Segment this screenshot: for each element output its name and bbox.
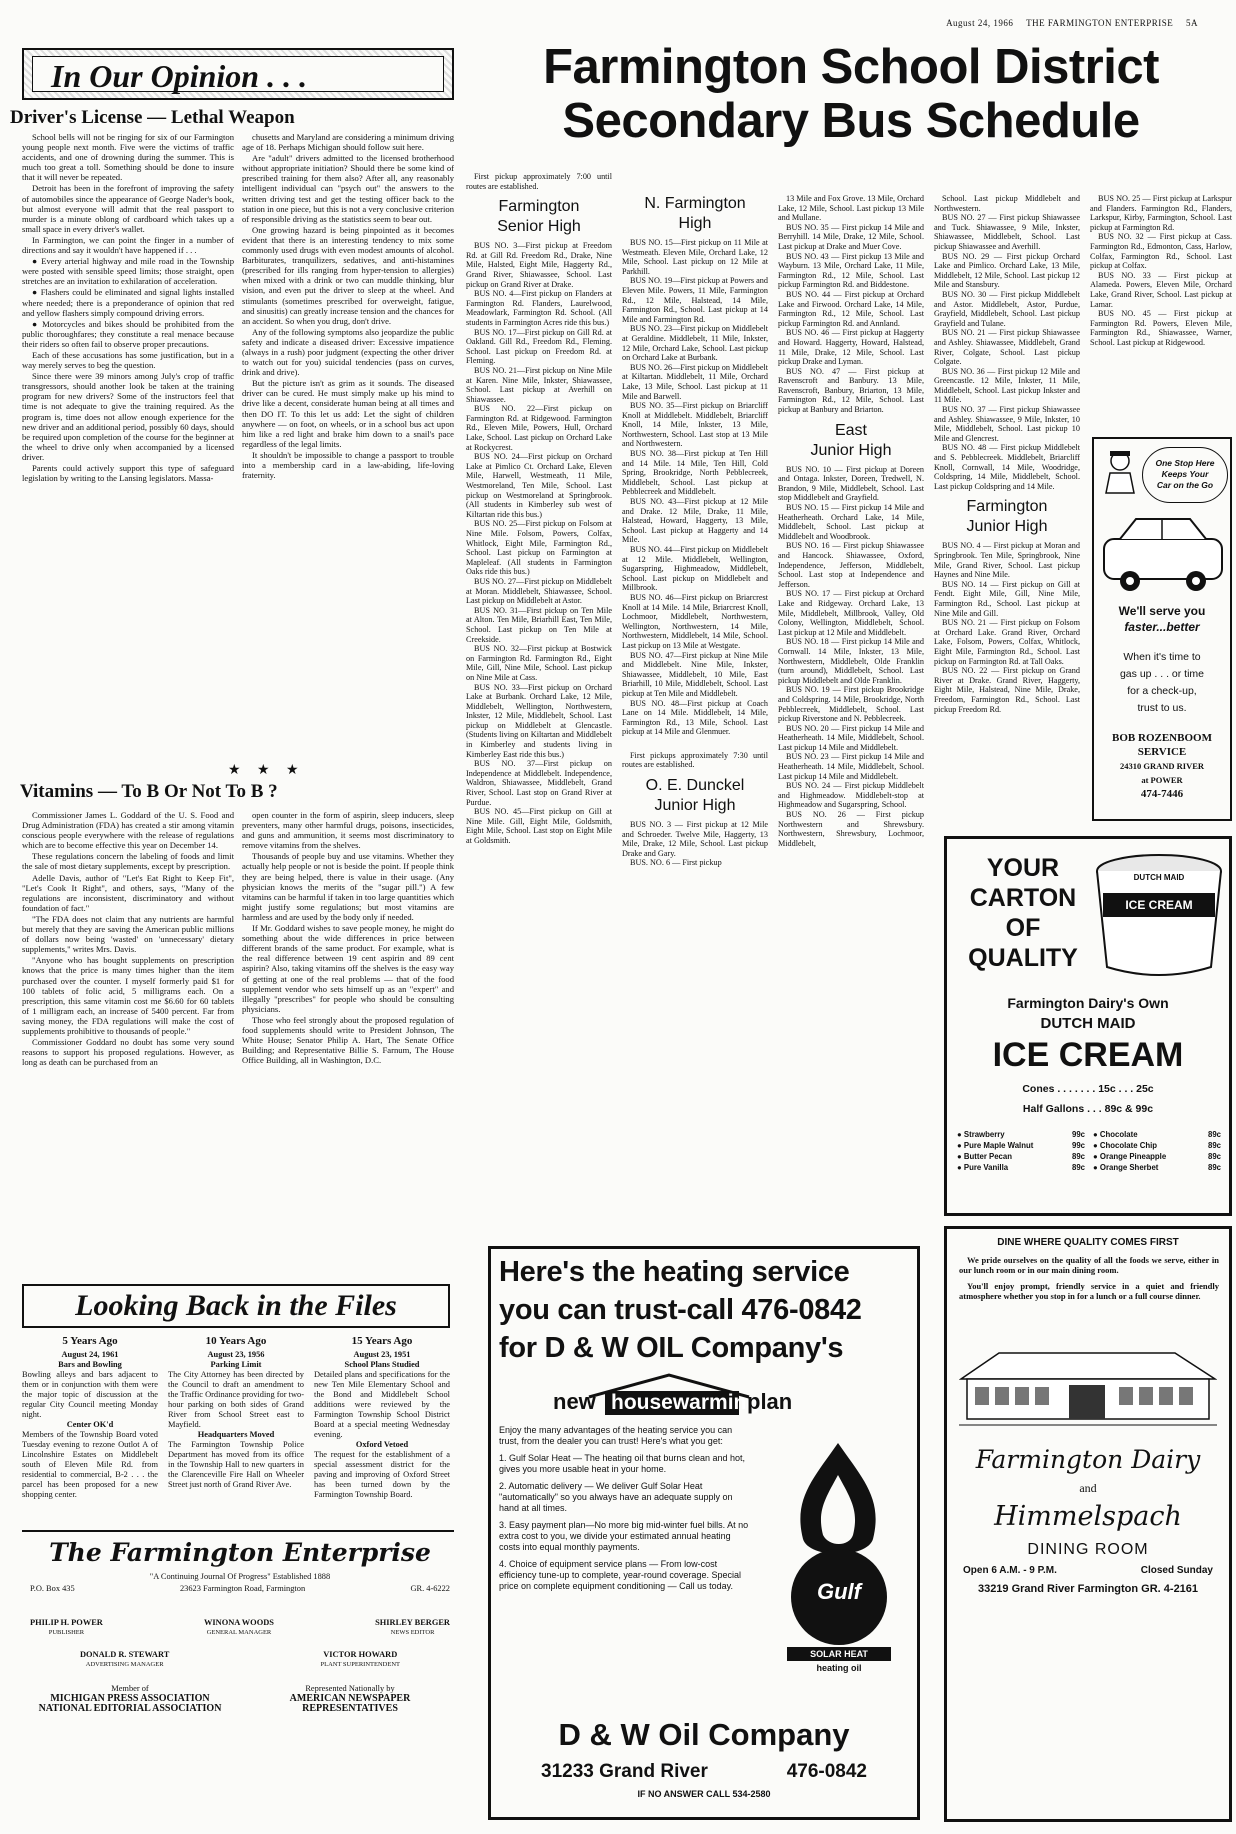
heating-oil-label: heating oil bbox=[816, 1663, 862, 1673]
rozenboom-service-ad bbox=[1092, 437, 1232, 821]
flavor-name: Orange Pineapple bbox=[1099, 1152, 1167, 1161]
heat-headline-1: Here's the heating service bbox=[499, 1256, 850, 1288]
bus-route: BUS NO. 21—First pickup on Nine Mile at Karen. Nine Mile, Inkster, Shiawassee, School. Last pickup at Averhill on Shiawassee. bbox=[466, 365, 612, 404]
staff-entry bbox=[30, 1618, 103, 1638]
when-line: trust to us. bbox=[1137, 702, 1187, 714]
bus-route: BUS NO. 33—First pickup on Orchard Lake at Burbank. Orchard Lake, 12 Mile, Middlebelt, Wellington, Northwestern, Inkster, 12 Mile, Middlebelt, School. Last pickup on Middlebelt at Glencastle. (Students living on Kiltartan and Middlebelt in Kimberley and students living in Kimberley East ride this bus.) bbox=[466, 682, 612, 759]
bus-route: BUS NO. 45 — First pickup at Farmington Rd. Powers, Eleven Mile, Farmington Rd., Shiawassee, Warner, School. Last pickup at Ridgewood. bbox=[1090, 309, 1232, 347]
bus-route: BUS NO. 44 — First pickup at Orchard Lake and Firwood. Orchard Lake, 14 Mile, Farmington Rd., 12 Mile, School. Last pickup Farmington Rd. and Annland. bbox=[778, 289, 924, 328]
benefit-item: 2. Automatic delivery — We deliver Gulf Solar Heat "automatically" so you always have an adequate supply on hand at all times. bbox=[499, 1481, 733, 1513]
looking-back-column bbox=[314, 1336, 450, 1526]
paragraph: ● Motorcycles and bikes should be prohibited from the public thoroughfares; they constitute a real menace because their riders so often fail to observe proper precautions. bbox=[22, 318, 234, 349]
heat-headline-2: you can trust-call 476-0842 bbox=[499, 1294, 862, 1326]
paragraph: If Mr. Goddard wishes to save people money, he might do something about the wide differences in price between different brands of the same product. For example, what is the real difference between 19 cent aspirin and 89 cent aspirin? Also, taking vitamins off the shelves is the easy way of getting at one of the real problems — that of the food supplement vendor who sets himself up as an "expert" and illegally "prescribes" for people who should be consulting physicians. bbox=[242, 923, 454, 1014]
bus-route: BUS NO. 30 — First pickup Middlebelt and Astor. Middlebelt, Astor, Purdue, Grayfield, Middlebelt, School. Last pickup Grayfield and Tulane. bbox=[934, 289, 1080, 328]
folio-date: August 24, 1966 bbox=[946, 18, 1014, 28]
staff-role: NEWS EDITOR bbox=[390, 1629, 435, 1636]
car-illustration-icon bbox=[1100, 509, 1226, 595]
bus-intro: First pickups approximately 7:30 until routes are established. bbox=[622, 750, 768, 770]
rozenboom-contact bbox=[1094, 731, 1230, 801]
bus-route: BUS NO. 37—First pickup on Independence at Middlebelt. Independence, Waldron, Shiawassee, Middlebelt, Grand River, School. Last stop on Grand River at Purdue. bbox=[466, 759, 612, 807]
bus-route: BUS NO. 36 — First pickup 12 Mile and Greencastle. 12 Mile, Inkster, 11 Mile, Middlebelt, School. Last pickup Inkster and 11 Mile. bbox=[934, 366, 1080, 405]
bus-route: BUS NO. 47—First pickup at Nine Mile and Middlebelt. Nine Mile, Inkster, Shiawassee, Middlebelt, 10 Mile, East Briarhill, 10 Mile, Middlebelt, School. Last pickup at Ten Mile and Middlebelt. bbox=[622, 650, 768, 698]
bus-route: BUS NO. 17 — First pickup at Orchard Lake and Ridgeway. Orchard Lake, 13 Mile, Middlebelt, Millbrook, Valley, Old Colony, Wellington, Middlebelt, School. Last pickup at 12 Mile and Middlebelt. bbox=[778, 589, 924, 637]
opinion-title: In Our Opinion . . . bbox=[32, 56, 444, 92]
bus-route: BUS NO. 45—First pickup on Gill at Nine Mile. Gill, Eight Mile, Goldsmith, Eight Mile, School. Last stop on Eight Mile at Goldsmith. bbox=[466, 807, 612, 845]
looking-back-banner bbox=[22, 1284, 450, 1328]
file-text: The Farmington Township Police Department has moved from its office in the Township Hall to new quarters in the Clarenceville Fire Hall on Wheeler Street just north of Grand River Ave. bbox=[168, 1440, 304, 1489]
bus-title-line-2: Secondary Bus Schedule bbox=[562, 94, 1140, 148]
file-text: The City Attorney has been directed by the Council to draft an amendment to the Traffic Ordinance providing for two-hour parking on both sides of Grand River from School Street east to Mayfield. bbox=[168, 1370, 304, 1429]
folio-paper: THE FARMINGTON ENTERPRISE bbox=[1026, 18, 1174, 28]
flavor-price: 99c bbox=[1071, 1130, 1085, 1139]
heat-intro: Enjoy the many advantages of the heating service you can trust, from the dealer you can trust! Here's what you get: bbox=[499, 1425, 733, 1446]
paragraph: Commissioner Goddard no doubt has some very sound reasons to support his proposed regulations. However, as long as death can be purchased from an bbox=[22, 1037, 234, 1068]
bus-route: BUS NO. 32—First pickup at Bostwick on Farmington Rd. Farmington Rd., Eight Mile, Gill, Nine Mile, School. Last pickup on Nine Mile at Cass. bbox=[466, 644, 612, 682]
school-name: Farmington bbox=[966, 498, 1048, 516]
plan-word: housewarming bbox=[611, 1391, 760, 1414]
bus-schedule-title bbox=[466, 40, 1236, 148]
school-heading bbox=[622, 776, 768, 816]
bus-title-line-1: Farmington School District bbox=[543, 40, 1159, 94]
flavor-row: ● Strawberry 99c bbox=[957, 1130, 1085, 1139]
flavor-price: 89c bbox=[1207, 1163, 1221, 1172]
looking-back-title: Looking Back in the Files bbox=[75, 1289, 397, 1322]
flavor-row: ● Orange Pineapple 89c bbox=[1093, 1152, 1221, 1161]
flavor-price: 89c bbox=[1207, 1152, 1221, 1161]
flavor-name: Chocolate Chip bbox=[1099, 1141, 1158, 1150]
years-ago-heading: 10 Years Ago bbox=[205, 1336, 267, 1347]
staff-name: SHIRLEY BERGER bbox=[375, 1618, 450, 1627]
closed-day: Closed Sunday bbox=[1140, 1565, 1213, 1576]
paragraph: "The FDA does not claim that any nutrients are harmful but merely that they are saving the American public millions of dollars now being 'wasted' on 'unnecessary' dietary supplements," writes Mrs. Davis. bbox=[22, 913, 234, 955]
staff-role: GENERAL MANAGER bbox=[206, 1629, 272, 1636]
bus-column-2 bbox=[622, 194, 768, 1236]
flavor-name: Butter Pecan bbox=[963, 1152, 1012, 1161]
when-line: gas up . . . or time bbox=[1119, 668, 1205, 680]
benefit-item: 4. Choice of equipment service plans — From low-cost efficiency tune-up to complete, year-round coverage. Special price on complete equipment conditioning — Call us today. bbox=[499, 1559, 741, 1591]
paragraph: chusetts and Maryland are considering a minimum driving age of 18. Perhaps Michigan should follow suit here. bbox=[242, 132, 454, 153]
file-subhead: School Plans Studied bbox=[344, 1360, 420, 1369]
dairy-own: Farmington Dairy's Own bbox=[1007, 995, 1169, 1011]
solar-heat-label: SOLAR HEAT bbox=[787, 1647, 891, 1661]
looking-back-column bbox=[168, 1336, 304, 1526]
when-text bbox=[1094, 649, 1230, 717]
staff-row-1 bbox=[30, 1618, 450, 1638]
school-name: East bbox=[834, 421, 867, 439]
bus-route: BUS NO. 46 — First pickup at Haggerty and Howard. Haggerty, Howard, Halstead, 11 Mile, Drake, 12 Mile, School. Last pickup Drake and Lyman. bbox=[778, 328, 924, 367]
school-name: Senior High bbox=[497, 218, 581, 236]
bus-route: BUS NO. 14 — First pickup on Gill at Fendt. Eight Mile, Gill, Nine Mile, Farmington Rd., School. Last pickup at Nine Mile and Gill. bbox=[934, 579, 1080, 618]
bus-route: BUS NO. 24—First pickup on Orchard Lake at Pimlico Ct. Orchard Lake, Eleven Mile, Harwell, Westmeath, 11 Mile, Westmoreland, Ten Mile, School. Last pickup on Westmoreland at Springbrook. (All students in Kimberley sub west of Kiltartan ride this bus.) bbox=[466, 452, 612, 519]
bus-route: BUS NO. 43 — First pickup 13 Mile and Wayburn. 13 Mile, Orchard Lake, 11 Mile, Farmington Rd., 12 Mile, School. Last pickup Farmington Rd. and Biddestone. bbox=[778, 251, 924, 290]
flavor-name: Chocolate bbox=[1099, 1130, 1138, 1139]
paragraph: It shouldn't be impossible to change a passport to trouble into a membership card in a law-abiding, life-loving fraternity. bbox=[242, 449, 454, 481]
bus-route: BUS NO. 24 — First pickup Middlebelt and Highmeadow. Middlebelt-stop at Highmeadow and Sugarspring, School. bbox=[778, 781, 924, 810]
file-subhead: Center OK'd bbox=[66, 1420, 114, 1429]
no-answer-line: IF NO ANSWER CALL 534-2580 bbox=[637, 1789, 771, 1799]
bus-route: BUS NO. 29 — First pickup Orchard Lake and Pimlico. Orchard Lake, 13 Mile, Middlebelt, 12 Mile, School. Last pickup 12 Mile and Stansbury. bbox=[934, 251, 1080, 290]
ice-cream-ad bbox=[944, 836, 1232, 1216]
business-address: 24310 GRAND RIVER bbox=[1119, 761, 1205, 771]
flavor-name: Pure Vanilla bbox=[963, 1163, 1009, 1172]
benefit-item: 1. Gulf Solar Heat — The heating oil that burns clean and hot, gives you more usable heat in your home. bbox=[499, 1453, 745, 1474]
business-address: at POWER bbox=[1141, 775, 1183, 785]
bus-route: BUS NO. 4 — First pickup at Moran and Springbrook. Ten Mile, Springbrook, Nine Mile, Grand River, School. Last pickup Haynes and Nine Mile. bbox=[934, 541, 1080, 580]
staff-entry bbox=[80, 1650, 169, 1670]
section-stars: ★ ★ ★ bbox=[228, 762, 305, 778]
bus-route: School. Last pickup Middlebelt and Northwestern. bbox=[934, 194, 1080, 213]
carton-line: CARTON bbox=[969, 884, 1077, 912]
paragraph: "Anyone who has bought supplements on prescription knows that the price is many times higher than the item purchased over the counter. I myself formerly paid $1 for 100 tablets of folic acid, 5 milligrams each. On a prescription, this same vitamin cost me $6.60 for 60 tablets of 1 milligram each, an increase of 5400 percent. Far from saving money, the FDA regulations will make the cost of supplements prohibitive to thousands of people." bbox=[22, 955, 234, 1036]
vitamins-column-1 bbox=[22, 810, 234, 1274]
member-association: MICHIGAN PRESS ASSOCIATION bbox=[50, 1693, 210, 1704]
staff-role: PUBLISHER bbox=[48, 1629, 85, 1636]
dine-text bbox=[959, 1255, 1219, 1301]
plan-word: new bbox=[553, 1389, 596, 1414]
file-date: August 23, 1956 bbox=[207, 1350, 265, 1359]
bus-route: BUS NO. 16 — First pickup Shiawassee and Hancock. Shiawassee, Oxford, Independence, Jefferson, Middlebelt, School. Last stop at Independence and Jefferson. bbox=[778, 541, 924, 589]
bus-route: BUS NO. 17—First pickup on Gill Rd. at Oakland. Gill Rd., Freedom Rd., Fleming. School. Last pickup on Freedom Rd. at Fleming. bbox=[466, 327, 612, 366]
bus-route: 13 Mile and Fox Grove. 13 Mile, Orchard Lake, 12 Mile, School. Last pickup 13 Mile and Mullane. bbox=[778, 194, 924, 223]
paragraph: School bells will not be ringing for six of our Farmington young people next month. Five were the victims of traffic accidents, and one of drowning during the summer. This is much too great a toll. Something should be done to insure that it will never be repeated. bbox=[22, 132, 234, 183]
flavor-list-left bbox=[957, 1129, 1085, 1173]
flavor-price: 89c bbox=[1207, 1130, 1221, 1139]
member-association: NATIONAL EDITORIAL ASSOCIATION bbox=[38, 1703, 222, 1714]
bus-route: BUS NO. 38—First pickup at Ten Hill and 14 Mile. 14 Mile, Ten Hill, Cold Spring, Brookridge, North Pebblecreek, Middlebelt, School. Last pickup at Pebblecreek and Middlebelt. bbox=[622, 449, 768, 497]
business-phone: 474-7446 bbox=[1140, 788, 1184, 800]
file-subhead: Headquarters Moved bbox=[197, 1430, 275, 1439]
school-name: Junior High bbox=[810, 441, 892, 459]
file-subhead: Oxford Vetoed bbox=[355, 1440, 409, 1449]
rep-name: AMERICAN NEWSPAPER bbox=[289, 1693, 411, 1704]
carton-line: OF bbox=[1005, 914, 1041, 942]
dw-company-name: D & W Oil Company bbox=[558, 1717, 850, 1752]
dw-phone: 476-0842 bbox=[786, 1761, 867, 1782]
staff-row-2 bbox=[80, 1650, 400, 1670]
bus-route: BUS NO. 26—First pickup on Middlebelt at Kiltartan. Middlebelt, 11 Mile, Orchard Lake, 13 Mile, School. Last pickup at 11 Mile and Barwell. bbox=[622, 362, 768, 401]
file-text: Members of the Township Board voted Tuesday evening to rezone Outlot A of Lincolnshire Estates on Middlebelt south of Eleven Mile Rd. from residential to commercial, B-2 . . . the parcel has been proposed for a new shopping center. bbox=[22, 1430, 158, 1499]
bus-route: BUS NO. 21 — First pickup on Folsom at Orchard Lake. Grand River, Orchard Lake, Folsom, Powers, Colfax, Whitlock, Eight Mile, Farmington Rd., School. Last pickup on Farmington Rd. at Tall Oaks. bbox=[934, 618, 1080, 666]
paragraph: ● Every arterial highway and mile road in the Township were posted with sensible speed limits; those straight, open stretches are an invitation to exhilaration of acceleration. bbox=[22, 256, 234, 287]
staff-entry bbox=[320, 1650, 400, 1670]
staff-entry bbox=[204, 1618, 274, 1638]
paragraph: We pride ourselves on the quality of all the foods we serve, either in our lunch room or in our main dining room. bbox=[959, 1255, 1219, 1275]
masthead-name: The Farmington Enterprise bbox=[49, 1538, 431, 1567]
paragraph: These regulations concern the labeling of foods and limit the sale of most dietary supplements, except by prescription. bbox=[22, 851, 234, 872]
gulf-word: Gulf bbox=[817, 1579, 861, 1604]
business-name: BOB ROZENBOOM bbox=[1112, 732, 1212, 744]
heat-benefits bbox=[499, 1453, 749, 1592]
drivers-column-1 bbox=[22, 132, 234, 754]
bus-route: BUS NO. 15 — First pickup 14 Mile and Heatherheath. Orchard Lake, 14 Mile, Middlebelt, School. Last pickup at Middlebelt and Woodbrook. bbox=[778, 503, 924, 541]
drivers-column-2 bbox=[242, 132, 454, 754]
staff-name: VICTOR HOWARD bbox=[323, 1650, 398, 1659]
masthead-address: 23623 Farmington Road, Farmington bbox=[179, 1584, 306, 1593]
bus-route: BUS NO. 4—First pickup on Flanders at Farmington Rd. Flanders, Laurelwood, Meadowlark, Farmington Rd. School. (All students in Farmington Acres ride this bus.) bbox=[466, 289, 612, 327]
vitamins-headline: Vitamins — To B Or Not To B ? bbox=[20, 781, 278, 802]
flavor-row: ● Pure Maple Walnut 99c bbox=[957, 1141, 1085, 1150]
paragraph: Detroit has been in the forefront of improving the safety of automobiles since the appearance of George Nader's book, but almost everyone will admit that the real passport to murder is a minute oblong of cardboard which takes up a small space in every driver's wallet. bbox=[22, 183, 234, 234]
bus-route: BUS NO. 32 — First pickup at Cass. Farmington Rd., Edmonton, Cass, Harlow, Colfax, Farmington Rd., School. Last pickup at Colfax. bbox=[1090, 232, 1232, 271]
serve-line: faster...better bbox=[1124, 620, 1200, 634]
masthead-address-line bbox=[30, 1584, 450, 1594]
paragraph: Thousands of people buy and use vitamins. Whether they actually help people or not is beside the point. If people think they are being helped, there is value in their usage. (Any physician knows the merits of the "sugar pill.") A few vitamins can be harmful if taken in too large quantities which might justify some regulations; but most vitamins are harmless and are used by the body only if needed. bbox=[242, 851, 454, 922]
gallons-price: Half Gallons . . . 89c & 99c bbox=[1022, 1103, 1154, 1115]
carton-line: QUALITY bbox=[968, 944, 1078, 972]
bus-route: BUS NO. 46—First pickup on Briarcrest Knoll at 14 Mile. 14 Mile, Briarcrest Knoll, Lochmoor, Middlebelt, Northwestern, Wellington, Northwestern, 14 Mile, Northwestern, Middlebelt, 14 Mile, School. Last pickup on 13 Mile at Westgate. bbox=[622, 592, 768, 650]
ice-cream-carton-icon bbox=[1091, 849, 1227, 981]
dutch-maid: DUTCH MAID bbox=[1040, 1015, 1136, 1032]
staff-name: WINONA WOODS bbox=[204, 1618, 274, 1627]
bus-route: BUS NO. 44—First pickup on Middlebelt at 12 Mile. Middlebelt, Wellington, Sugarspring, Highmeadow, Middlebelt, School. Last pickup on Middlebelt and Millbrook. bbox=[622, 545, 768, 593]
when-line: When it's time to bbox=[1123, 651, 1201, 663]
representation-block bbox=[250, 1684, 450, 1714]
bus-route: BUS NO. 22—First pickup on Farmington Rd. at Ridgewood. Farmington Rd., Eleven Mile, Powers, Hull, Orchard Lake, School. Last pickup on Orchard Lake at Rockycrest. bbox=[466, 404, 612, 452]
bus-intro: First pickup approximately 7:00 until routes are established. bbox=[466, 172, 612, 191]
dw-contact-row bbox=[541, 1761, 867, 1783]
file-text: Bowling alleys and bars adjacent to them or in conjunction with them were the major topic of discussion at the regular City Council meeting Monday night. bbox=[22, 1370, 158, 1419]
dine-heading: DINE WHERE QUALITY COMES FIRST bbox=[997, 1237, 1179, 1248]
file-text: Detailed plans and specifications for the new Ten Mile Elementary School and the Bond and Middlebelt School additions were reviewed by the Farmington Township School District Board at a special meeting Wednesday evening. bbox=[314, 1370, 450, 1439]
carton-label: ICE CREAM bbox=[1125, 898, 1193, 912]
rep-name: REPRESENTATIVES bbox=[302, 1703, 398, 1714]
and-word: and bbox=[1079, 1481, 1097, 1495]
bus-route: BUS NO. 27 — First pickup Shiawassee and Tuck. Shiawassee, 9 Mile, Inkster, Shiawassee, Middlebelt, School. Last pickup Shiawassee and Averhill. bbox=[934, 213, 1080, 251]
dw-address: 31233 Grand River bbox=[541, 1761, 708, 1782]
page-folio bbox=[936, 18, 1198, 28]
staff-entry bbox=[375, 1618, 450, 1638]
staff-role: PLANT SUPERINTENDENT bbox=[320, 1661, 400, 1668]
bus-route: BUS NO. 35—First pickup on Briarcliff Knoll at Middlebelt. Middlebelt, Briarcliff Knoll, 14 Mile, Inkster, 13 Mile, Northwestern, School. Last stop at 13 Mile and Northwestern. bbox=[622, 401, 768, 449]
school-name: N. Farmington bbox=[644, 195, 746, 212]
ice-cream-heading: ICE CREAM bbox=[992, 1036, 1184, 1074]
carton-line: YOUR bbox=[986, 854, 1060, 882]
paragraph: Adelle Davis, author of "Let's Eat Right to Keep Fit", "Let's Cook It Right", and others, says, "Many of the regulations are inconsistent, discriminatory and without foundation of fact." bbox=[22, 872, 234, 913]
paragraph: Any of the following symptoms also jeopardize the public safety and indicate a diseased driver: Excessive impatience (always in a rush) poor judgment (expecting the other driver to watch out for you) suicidal tendencies (pass on curves, drink and drive). bbox=[242, 326, 454, 378]
paragraph: One growing hazard is being pinpointed as it becomes evident that there is an interesting tendency to mix some commonly used drugs with even modest amounts of alcohol. Barbiturates, tranquilizers, sedatives, and anti-histamines (prescribed for ills ranging from hyper-tension to allergies) when mixed with a drink or two can muddle thinking, blur vision, and even put the driver to sleep at the wheel. And stimulants (sometimes prescribed for overweight, fatigue, and sinusitis) can greatly increase tension and the chances for an accident. So when you drug, don't drive. bbox=[242, 224, 454, 326]
drivers-headline: Driver's License — Lethal Weapon bbox=[10, 107, 295, 128]
years-ago-heading: 15 Years Ago bbox=[351, 1336, 413, 1347]
staff-name: DONALD R. STEWART bbox=[80, 1650, 170, 1659]
bus-column-1 bbox=[466, 172, 612, 1236]
bus-route: BUS NO. 22 — First pickup on Grand River at Drake. Grand River, Haggerty, Eight Mile, Halstead, Nine Mile, Drake, Freedom, Farmington Rd., School. Last pickup Freedom Rd. bbox=[934, 666, 1080, 714]
paragraph: Since there were 39 minors among July's crop of traffic transgressors, should another look be taken at the training program for new drivers? Some of the instructors feel that time is not adequate to give the training required. As the program is, time does not allow enough experience for the new driver and an additional period, possibly 60 days, should be required upon completion of the course for the beginner at the wheel to drive only when accompanied by a licensed driver. bbox=[22, 371, 234, 462]
plan-word: plan bbox=[747, 1389, 793, 1414]
dining-room: DINING ROOM bbox=[1027, 1541, 1149, 1558]
paragraph: Commissioner James L. Goddard of the U. S. Food and Drug Administration (FDA) has created a stir among vitamin conscious people everywhere with the release of regulations which are to become effective this year on December 14. bbox=[22, 810, 234, 851]
flavor-row: ● Orange Sherbet 89c bbox=[1093, 1163, 1221, 1172]
bubble-text: Keeps Your bbox=[1161, 469, 1209, 479]
bus-route: BUS NO. 3 — First pickup at 12 Mile and Schroeder. Twelve Mile, Haggerty, 13 Mile, Drake, 12 Mile, School. Last pickup Drake and Gary. bbox=[622, 820, 768, 858]
flavor-row: ● Butter Pecan 89c bbox=[957, 1152, 1085, 1161]
flavor-row: ● Chocolate 89c bbox=[1093, 1130, 1221, 1139]
paragraph: In Farmington, we can point the finger in a number of directions and say it wouldn't have happened if . . . bbox=[22, 234, 234, 256]
years-ago-heading: 5 Years Ago bbox=[62, 1336, 118, 1347]
file-date: August 23, 1951 bbox=[353, 1350, 411, 1359]
bus-route: BUS NO. 43—First pickup at 12 Mile and Drake. 12 Mile, Drake, 11 Mile, Halstead, Howard, Haggerty, 13 Mile, School. Last pickup at Haggerty and 14 Mile. bbox=[622, 497, 768, 545]
speech-bubble bbox=[1142, 447, 1228, 503]
flavor-price: 89c bbox=[1071, 1163, 1085, 1172]
bubble-text: Car on the Go bbox=[1156, 480, 1214, 490]
bus-route: BUS NO. 25—First pickup on Folsom at Nine Mile. Folsom, Powers, Colfax, Whitlock, Eight Mile, Farmington Rd., School. Last pickup on Farmington at Mapleleaf. (All students in Farmington Oaks ride this bus.) bbox=[466, 519, 612, 577]
bus-route: BUS NO. 19 — First pickup Brookridge and Coldspring. 14 Mile, Brookridge, North Pebblecreek, Middlebelt, School. Last pickup Riverstone and N. Pebblecreek. bbox=[778, 685, 924, 724]
bus-route: BUS NO. 18 — First pickup 14 Mile and Cornwall. 14 Mile, Inkster, 13 Mile, Northwestern, Middlebelt, Olde Franklin (turn around), Middlebelt, School. Last pickup Middlebelt and Olde Franklin. bbox=[778, 637, 924, 685]
bus-route: BUS NO. 23—First pickup on Middlebelt at Geraldine. Middlebelt, 11 Mile, Inkster, 12 Mile, Orchard Lake, School. Last pickup on Orchard Lake at Burbank. bbox=[622, 324, 768, 363]
hours-row bbox=[963, 1565, 1213, 1576]
serve-text bbox=[1094, 603, 1230, 635]
school-name: Farmington bbox=[498, 198, 580, 216]
bus-route: BUS NO. 15—First pickup on 11 Mile at Westmeath. Eleven Mile, Orchard Lake, 12 Mile, School. Last pickup on 12 Mile at Parkhill. bbox=[622, 238, 768, 276]
carton-headline bbox=[963, 853, 1083, 973]
bus-route: BUS NO. 10 — First pickup at Doreen and Ontaga. Inkster, Doreen, Tredwell, N. Brandon, 9 Mile, Middlebelt, School. Last stop Middlebelt and Grayfield. bbox=[778, 464, 924, 503]
bus-route: BUS NO. 48—First pickup at Coach Lane on 14 Mile. Middlebelt, 14 Mile, Farmington Rd., 13 Mile, School. Last pickup at 14 Mile and Glenmuer. bbox=[622, 698, 768, 737]
bus-route: BUS NO. 23 — First pickup 14 Mile and Heatherheath. 14 Mile, Middlebelt, School. Last pickup 14 Mile and Middlebelt. bbox=[778, 752, 924, 781]
school-name: Junior High bbox=[654, 797, 736, 815]
bus-route: BUS NO. 35 — First pickup 14 Mile and Berryhill. 14 Mile, Drake, 12 Mile, School. Last pickup at Drake and Muer Cove. bbox=[778, 222, 924, 251]
bus-route: BUS NO. 3—First pickup at Freedom Rd. at Gill Rd. Freedom Rd., Drake, Nine Mile, Halsted, Eight Mile, Haggerty Rd., Grand River, Shiawassee, School. Last pickup on Grand River at Drake. bbox=[466, 241, 612, 289]
divider bbox=[22, 1530, 454, 1532]
flavor-price: 89c bbox=[1207, 1141, 1221, 1150]
school-name: High bbox=[678, 215, 712, 232]
masthead-motto: "A Continuing Journal Of Progress" Established 1888 bbox=[149, 1572, 331, 1581]
paragraph: Parents could actively support this type of safeguard legislation by writing to the Lansing legislators. Massa- bbox=[22, 463, 234, 484]
rep-label: Represented Nationally by bbox=[305, 1684, 395, 1693]
carton-brand: DUTCH MAID bbox=[1133, 873, 1185, 882]
bus-column-3 bbox=[778, 194, 924, 1236]
paragraph: Those who feel strongly about the proposed regulation of food supplements should write to President Johnson, The White House; Senator Philip A. Hart, The Senate Office Building; and Representative Billie S. Farnum, The House Office Building, all in Washington, D.C. bbox=[242, 1014, 454, 1066]
dairy-address: 33219 Grand River Farmington GR. 4-2161 bbox=[977, 1583, 1199, 1595]
staff-name: PHILIP H. POWER bbox=[30, 1618, 103, 1627]
bubble-text: One Stop Here bbox=[1155, 458, 1215, 468]
bus-column-4 bbox=[934, 194, 1080, 830]
heat-headline-3: for D & W OIL Company's bbox=[499, 1332, 844, 1364]
bus-route: BUS NO. 48 — First pickup Middlebelt and S. Pebblecreek. Middlebelt, Briarcliff Knoll, Cornwall, 14 Mile, Woodridge, Coldspring, 14 Mile, Middlebelt, School. Last pickup Coldspring and 14 Mile. bbox=[934, 443, 1080, 491]
file-subhead: Parking Limit bbox=[210, 1360, 262, 1369]
bus-route: BUS. NO. 6 — First pickup bbox=[630, 858, 722, 868]
folio-page: 5A bbox=[1186, 18, 1198, 28]
heating-oil-ad bbox=[488, 1246, 920, 1820]
member-label: Member of bbox=[111, 1684, 149, 1693]
restaurant-building-icon bbox=[959, 1339, 1217, 1431]
bus-route: BUS NO. 33 — First pickup at Alameda. Powers, Eleven Mile, Orchard Lake, Grand River, School. Last pickup at Lamar. bbox=[1090, 270, 1232, 309]
himmelspach-name: Himmelspach bbox=[994, 1501, 1182, 1532]
looking-back-column bbox=[22, 1336, 158, 1526]
bus-route: BUS NO. 20 — First pickup 14 Mile and Heatherheath. 14 Mile, Middlebelt, School. Last pickup 14 Mile and Middlebelt. bbox=[778, 723, 924, 752]
bus-route: BUS NO. 21 — First pickup Shiawassee and Ashley. Shiawassee, Middlebelt, Grand River, Colgate, School. Last pickup Colgate. bbox=[934, 328, 1080, 367]
hours: Open 6 A.M. - 9 P.M. bbox=[963, 1565, 1057, 1576]
bus-route: BUS NO. 37 — First pickup Shiawassee and Ashley. Shiawassee, 9 Mile, Inkster, 10 Mile, Middlebelt, School. Last pickup 10 Mile and Glencrest. bbox=[934, 405, 1080, 443]
bus-route: BUS NO. 25 — First pickup at Larkspur and Flanders. Farmington Rd., Flanders, Larkspur, Kirby, Farmington, School. Last pickup at Farmington Rd. bbox=[1090, 194, 1232, 232]
flavor-price: 99c bbox=[1071, 1141, 1085, 1150]
bus-route: BUS NO. 26 — First pickup Northwestern and Shrewsbury. Northwestern, Shrewsbury, Lochmoor, Middlebelt, bbox=[778, 810, 924, 848]
bus-route: BUS NO. 47 — First pickup at Ravenscroft and Banbury. 13 Mile, Ravenscroft, Banbury, Briarton, 13 Mile, Farmington Rd., 12 Mile, School. Last pickup at Banbury and Briarton. bbox=[778, 366, 924, 415]
paragraph: ● Flashers could be eliminated and signal lights installed where needed; there is a preponderance of opinion that red and yellow flashers simply compound driving errors. bbox=[22, 287, 234, 318]
school-heading bbox=[622, 194, 768, 234]
bus-route: BUS NO. 27—First pickup on Middlebelt at Moran. Middlebelt, Shiawassee, School. Last pickup on Middlebelt at Astor. bbox=[466, 576, 612, 606]
vitamins-column-2 bbox=[242, 810, 454, 1274]
school-name: Junior High bbox=[966, 518, 1048, 536]
flavor-list-right bbox=[1093, 1129, 1221, 1173]
when-line: for a check-up, bbox=[1127, 685, 1197, 697]
file-text: The request for the establishment of a special assessment district for the paving and improving of Oxford Street has been turned down by the Farmington Township Board. bbox=[314, 1450, 450, 1499]
member-block bbox=[30, 1684, 230, 1714]
flavor-name: Strawberry bbox=[963, 1130, 1005, 1139]
file-date: August 24, 1961 bbox=[61, 1350, 119, 1359]
paragraph: But the picture isn't as grim as it sounds. The diseased driver can be cured. He must simply make up his mind to drive like a decent, considerate human being at all times and then DO IT. To this let us add: Let the sight of children anywhere — on foot, on wheels, or in a school bus act upon him like a red light and brake him down to a snail's pace regardless of the legal limits. bbox=[242, 378, 454, 449]
flavor-name: Orange Sherbet bbox=[1099, 1163, 1159, 1172]
paragraph: You'll enjoy prompt, friendly service in a quiet and friendly atmosphere whether you stop in for a lunch or a full course dinner. bbox=[959, 1281, 1219, 1301]
attendant-icon bbox=[1100, 447, 1140, 495]
flavor-price: 89c bbox=[1071, 1152, 1085, 1161]
paragraph: open counter in the form of aspirin, sleep inducers, sleep preventers, many other harmful drugs, poisons, insecticides, and guns and ammunition, it seems most discriminatory to remove vitamins from the shelves. bbox=[242, 810, 454, 851]
business-name: SERVICE bbox=[1137, 746, 1187, 758]
staff-role: ADVERTISING MANAGER bbox=[85, 1661, 164, 1668]
file-subhead: Bars and Bowling bbox=[58, 1360, 122, 1369]
opinion-banner bbox=[22, 48, 454, 100]
bus-column-5 bbox=[1090, 194, 1232, 430]
housewarming-plan-logo bbox=[549, 1371, 909, 1419]
farmington-dairy-name: Farmington Dairy bbox=[975, 1445, 1201, 1474]
school-heading bbox=[778, 421, 924, 461]
school-name: O. E. Dunckel bbox=[645, 777, 745, 795]
paragraph: Each of these accusations has some justification, but in a way merely serves to beg the question. bbox=[22, 349, 234, 371]
bus-route: BUS NO. 31—First pickup on Ten Mile at Alton. Ten Mile, Briarhill East, Ten Mile, School. Last pickup on Ten Mile at Creekside. bbox=[466, 605, 612, 644]
cones-price: Cones . . . . . . . 15c . . . 25c bbox=[1022, 1083, 1154, 1095]
po-box: P.O. Box 435 bbox=[30, 1584, 75, 1593]
benefit-item: 3. Easy payment plan—No more big mid-winter fuel bills. At no extra cost to you, we divide your estimated annual heating costs into equal monthly payments. bbox=[499, 1520, 749, 1552]
flavor-row: ● Chocolate Chip 89c bbox=[1093, 1141, 1221, 1150]
bus-route: BUS NO. 19—First pickup at Powers and Eleven Mile. Powers, 11 Mile, Farmington Rd., 12 Mile, Halstead, 14 Mile, Farmington Rd., School. Last pickup at 14 Mile and Farmington Rd. bbox=[622, 276, 768, 324]
flavor-name: Pure Maple Walnut bbox=[963, 1141, 1034, 1150]
masthead-phone: GR. 4-6222 bbox=[410, 1584, 450, 1593]
serve-line: We'll serve you bbox=[1118, 604, 1206, 618]
school-heading bbox=[934, 497, 1080, 537]
flavor-row: ● Pure Vanilla 89c bbox=[957, 1163, 1085, 1172]
dairy-dining-ad bbox=[944, 1226, 1232, 1822]
paragraph: Are "adult" drivers admitted to the licensed brotherhood without appropriate initiation? Should there be some kind of prescribed training for them also? After all, any reasonably intelligent individual can "psych out" the answers to the written driving test and get the testing officer back to the station in one piece, but this is not a very conclusive criterion of responsible driving as the statistics seem to bear out. bbox=[242, 153, 454, 224]
school-heading bbox=[466, 197, 612, 237]
